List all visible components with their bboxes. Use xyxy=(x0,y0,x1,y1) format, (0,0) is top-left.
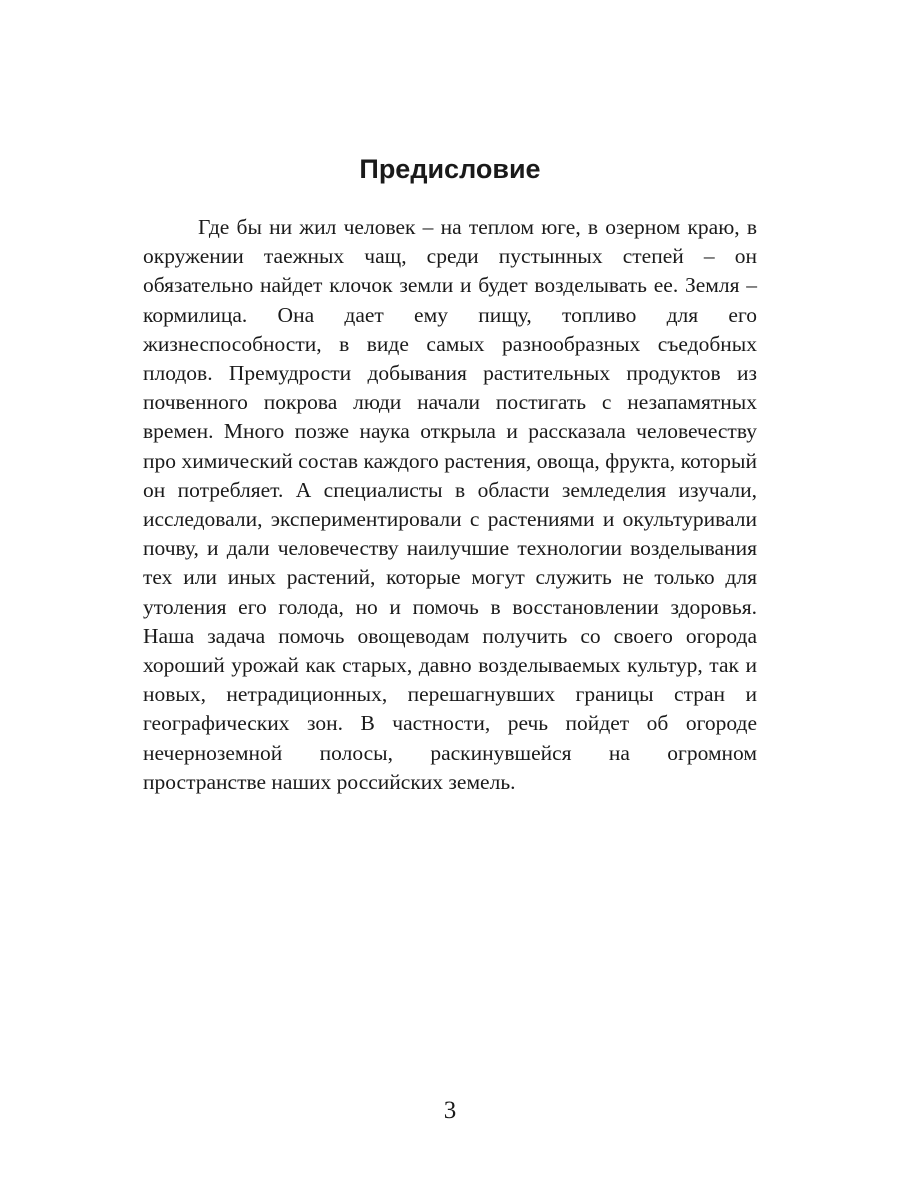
page-number: 3 xyxy=(443,1097,457,1124)
page-title: Предисловие xyxy=(359,154,541,184)
preface-paragraph: Где бы ни жил человек – на теплом юге, в озерном краю, в окружении таежных чащ, среди пустынных степей – он обязательно найдет клочок земли и будет возделывать ее. Земля – кормилица. Она дает ему пищу, топливо для его жизнеспособности, в виде самых разнообразных съедобных плодов. Премудрости добывания растительных продуктов из почвенного покрова люди начали постигать с незапамятных времен. Много позже наука открыла и рассказала человечеству про химический состав каждого растения, овоща, фрукта, который он потребляет. А специалисты в области земледелия изучали, исследовали, экспериментировали с растениями и окультуривали почву, и дали человечеству наилучшие технологии возделывания тех или иных растений, которые могут служить не только для утоления его голода, но и помочь в восстановлении здоровья. Наша задача помочь овощеводам получить со своего огорода хороший урожай как старых, давно возделываемых культур, так и новых, нетрадиционных, перешагнувших границы стран и географических зон. В частности, речь пойдет об огороде нечерноземной полосы, раскинувшейся на огромном пространстве наших российских земель. xyxy=(143,215,757,794)
